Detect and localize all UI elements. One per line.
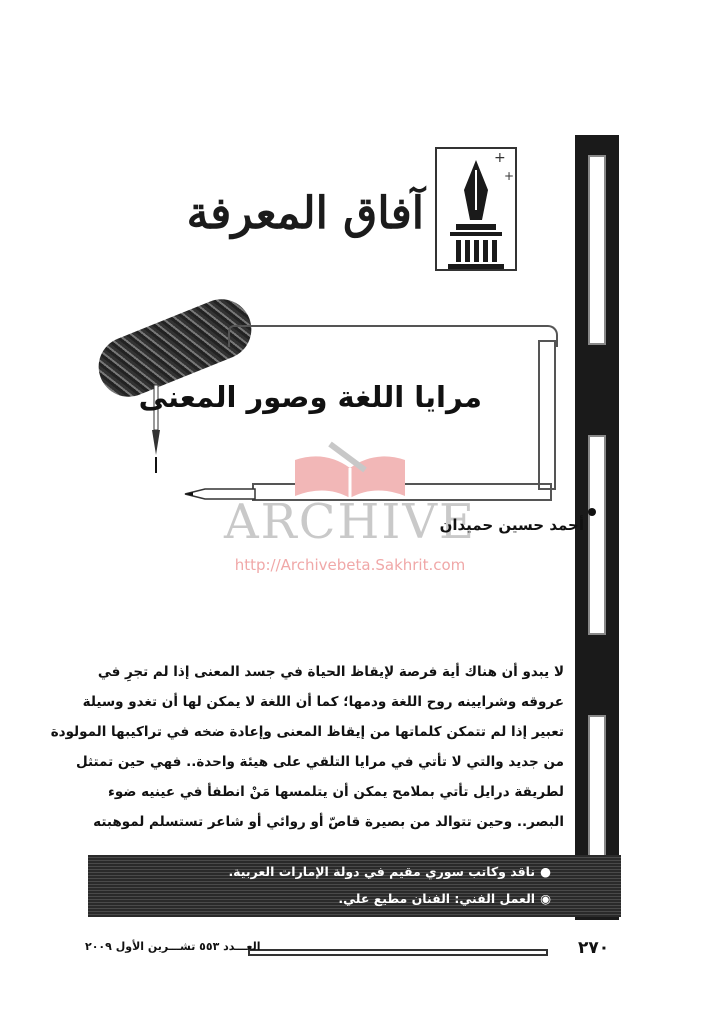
body-line: البصر.. وحين تتوالد من بصيرة قاصّ أو روائي أو شاعر تستسلم لموهبته <box>93 814 564 830</box>
footer-rule <box>248 949 548 956</box>
body-line: عروقه وشرايينه روح اللغة ودمها؛ كما أن اللغة لا يمكن لها أن تغدو وسيلة <box>82 694 564 710</box>
author-name: أحمد حسين حميدان <box>439 516 584 534</box>
strip-slot <box>588 155 606 345</box>
watermark-url[interactable]: http://Archivebeta.Sakhrit.com <box>234 556 466 574</box>
strip-slot <box>588 435 606 635</box>
frame-right-bar <box>538 340 556 490</box>
bullet-circle-icon: ● <box>540 864 551 879</box>
issue-info: العـــدد ٥٥٣ تشـــرين الأول ٢٠٠٩ <box>85 940 261 953</box>
archive-book-watermark <box>285 440 415 498</box>
body-line: لطريقة درايل تأتي بملامح يمكن أن يتلمسها مَنْ انطفأ في عينيه ضوء <box>108 784 564 800</box>
eye-icon: ◉ <box>540 891 551 906</box>
body-line: تعبير إذا لم تتمكن كلماتها من إيقاظ المعنى وإعادة ضخه في تراكيبها المولودة <box>50 724 564 740</box>
author-bullet <box>588 508 596 516</box>
svg-text:+: + <box>494 150 506 166</box>
frame-top-bar <box>228 325 558 347</box>
watermark-brand: ARCHIVE <box>223 494 477 550</box>
body-line: من جديد والتي لا تأتي في مرايا التلقي على هيئة واحدة.. فهي حين تمتثل <box>75 754 564 770</box>
body-line: لا يبدو أن هناك أية فرصة لإيقاظ الحياة في جسد المعنى إذا لم تجرِ في <box>97 664 564 680</box>
notes-bar <box>88 855 621 917</box>
artwork-note: ◉العمل الفني: الفنان مطيع علي. <box>338 891 551 906</box>
pen-column-logo <box>432 140 520 272</box>
page-number: ٢٧٠ <box>578 938 610 958</box>
article-title: مرايا اللغة وصور المعنى <box>138 380 482 414</box>
author-note: ●ناقد وكاتب سوري مقيم في دولة الإمارات العربية. <box>228 864 551 879</box>
svg-text:+: + <box>504 169 515 183</box>
series-title: آفاق المعرفة <box>186 188 424 239</box>
article-body <box>50 657 564 837</box>
